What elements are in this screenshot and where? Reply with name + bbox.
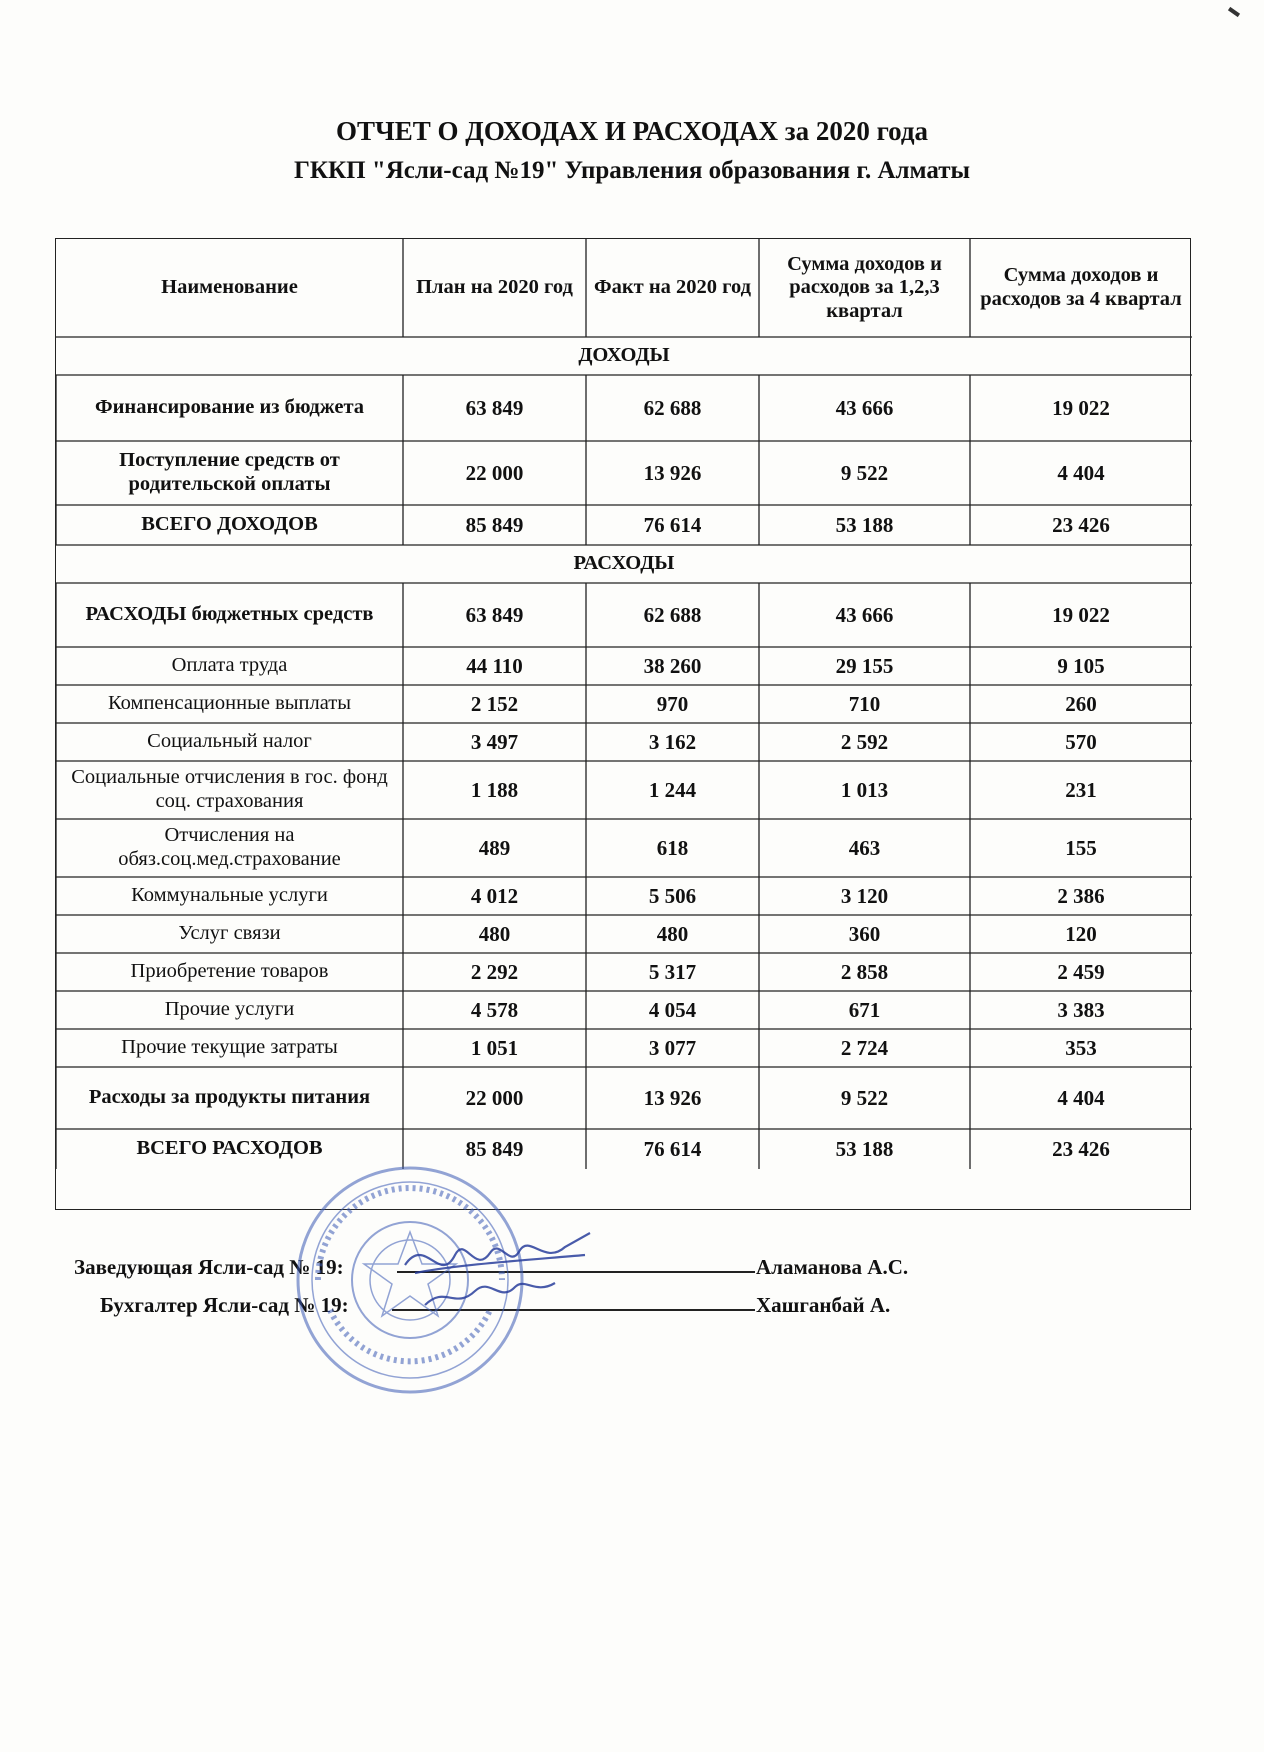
cell-q123: 2 592 <box>840 729 889 754</box>
cell-q4: 3 383 <box>1057 997 1105 1022</box>
row-label: ВСЕГО РАСХОДОВ <box>136 1137 323 1160</box>
cell-fact: 13 926 <box>643 460 702 485</box>
cell-q123: 463 <box>848 835 881 860</box>
column-header-name: Наименование <box>161 276 298 299</box>
cell-fact: 5 506 <box>648 883 697 908</box>
column-header-q123: Сумма доходов и расходов за 1,2,3 квартал <box>787 252 942 322</box>
signature-name-2: Хашганбай А. <box>756 1293 891 1317</box>
cell-fact: 970 <box>656 691 689 716</box>
cell-fact: 4 054 <box>648 997 697 1022</box>
cell-plan: 2 152 <box>470 691 519 716</box>
row-label: РАСХОДЫ бюджетных средств <box>85 603 374 626</box>
cell-q4: 19 022 <box>1052 395 1110 420</box>
row-label: Коммунальные услуги <box>131 884 328 907</box>
cell-fact: 38 260 <box>643 653 702 678</box>
cell-fact: 480 <box>656 921 689 946</box>
cell-q4: 2 386 <box>1057 883 1105 908</box>
cell-plan: 4 578 <box>470 997 519 1022</box>
cell-plan: 489 <box>478 835 511 860</box>
cell-q123: 360 <box>848 921 881 946</box>
column-header-plan: План на 2020 год <box>416 276 573 299</box>
cell-plan: 22 000 <box>465 460 524 485</box>
signature-role-1: Заведующая Ясли-сад № 19: <box>74 1255 344 1279</box>
signature-role-2: Бухгалтер Ясли-сад № 19: <box>100 1293 349 1317</box>
cell-fact: 1 244 <box>648 777 697 802</box>
cell-q123: 2 858 <box>840 959 889 984</box>
row-label: Прочие текущие затраты <box>121 1036 338 1059</box>
cell-q123: 29 155 <box>835 653 894 678</box>
cell-q4: 353 <box>1065 1035 1097 1060</box>
cell-fact: 3 077 <box>648 1035 697 1060</box>
cell-fact: 13 926 <box>643 1085 702 1110</box>
cell-q123: 9 522 <box>840 1085 889 1110</box>
cell-q123: 671 <box>848 997 881 1022</box>
cell-q4: 9 105 <box>1057 653 1105 678</box>
cell-fact: 5 317 <box>648 959 697 984</box>
section-heading-expense: РАСХОДЫ <box>573 552 675 575</box>
report-subtitle: ГККП "Ясли-сад №19" Управления образования г. Алматы <box>293 157 971 184</box>
cell-plan: 44 110 <box>466 653 523 678</box>
signature-name-1: Аламанова А.С. <box>756 1255 909 1279</box>
row-label: Расходы за продукты питания <box>88 1086 371 1109</box>
cell-plan: 2 292 <box>470 959 519 984</box>
cell-plan: 1 051 <box>470 1035 519 1060</box>
cell-q4: 120 <box>1065 921 1097 946</box>
cell-fact: 76 614 <box>643 1136 702 1161</box>
cell-q4: 19 022 <box>1052 602 1110 627</box>
cell-fact: 618 <box>656 835 689 860</box>
cell-q4: 2 459 <box>1057 959 1105 984</box>
cell-q123: 53 188 <box>835 1136 894 1161</box>
cell-q123: 53 188 <box>835 512 894 537</box>
cell-q123: 1 013 <box>840 777 889 802</box>
row-label: Социальный налог <box>147 730 312 753</box>
cell-plan: 22 000 <box>465 1085 524 1110</box>
scan-mark <box>1228 7 1240 17</box>
report-table <box>55 238 1191 1210</box>
cell-plan: 1 188 <box>470 777 519 802</box>
row-label: ВСЕГО ДОХОДОВ <box>141 513 318 536</box>
cell-q123: 43 666 <box>835 602 894 627</box>
row-label: Поступление средств от родительской оплаты <box>119 449 340 495</box>
column-header-fact: Факт на 2020 год <box>594 276 752 299</box>
cell-q4: 23 426 <box>1052 512 1110 537</box>
cell-q4: 23 426 <box>1052 1136 1110 1161</box>
cell-plan: 85 849 <box>465 1136 524 1161</box>
row-label: Услуг связи <box>178 922 281 945</box>
cell-fact: 62 688 <box>643 395 702 420</box>
cell-q4: 4 404 <box>1057 1085 1105 1110</box>
cell-plan: 63 849 <box>465 395 524 420</box>
row-label: Финансирование из бюджета <box>94 396 365 419</box>
cell-fact: 62 688 <box>643 602 702 627</box>
cell-q4: 260 <box>1065 691 1097 716</box>
cell-q4: 155 <box>1065 835 1097 860</box>
cell-fact: 3 162 <box>648 729 697 754</box>
cell-q4: 4 404 <box>1057 460 1105 485</box>
cell-q4: 570 <box>1065 729 1097 754</box>
row-label: Социальные отчисления в гос. фонд соц. страхования <box>71 766 388 812</box>
report-title: ОТЧЕТ О ДОХОДАХ И РАСХОДАХ за 2020 года <box>335 116 929 146</box>
cell-fact: 76 614 <box>643 512 702 537</box>
row-label: Оплата труда <box>171 654 288 677</box>
row-label: Приобретение товаров <box>130 960 329 983</box>
cell-plan: 63 849 <box>465 602 524 627</box>
row-label: Компенсационные выплаты <box>107 692 352 715</box>
cell-q123: 710 <box>848 691 881 716</box>
cell-q123: 2 724 <box>840 1035 889 1060</box>
cell-q123: 3 120 <box>840 883 889 908</box>
column-header-q4: Сумма доходов и расходов за 4 квартал <box>980 264 1182 310</box>
cell-plan: 4 012 <box>470 883 519 908</box>
section-heading-income: ДОХОДЫ <box>578 344 670 367</box>
cell-plan: 3 497 <box>470 729 519 754</box>
cell-q123: 9 522 <box>840 460 889 485</box>
row-label: Отчисления на обяз.соц.мед.страхование <box>118 824 341 870</box>
cell-q123: 43 666 <box>835 395 894 420</box>
cell-plan: 85 849 <box>465 512 524 537</box>
cell-plan: 480 <box>478 921 511 946</box>
row-label: Прочие услуги <box>164 998 295 1021</box>
signature-scribble-icon <box>395 1225 595 1315</box>
cell-q4: 231 <box>1065 777 1097 802</box>
